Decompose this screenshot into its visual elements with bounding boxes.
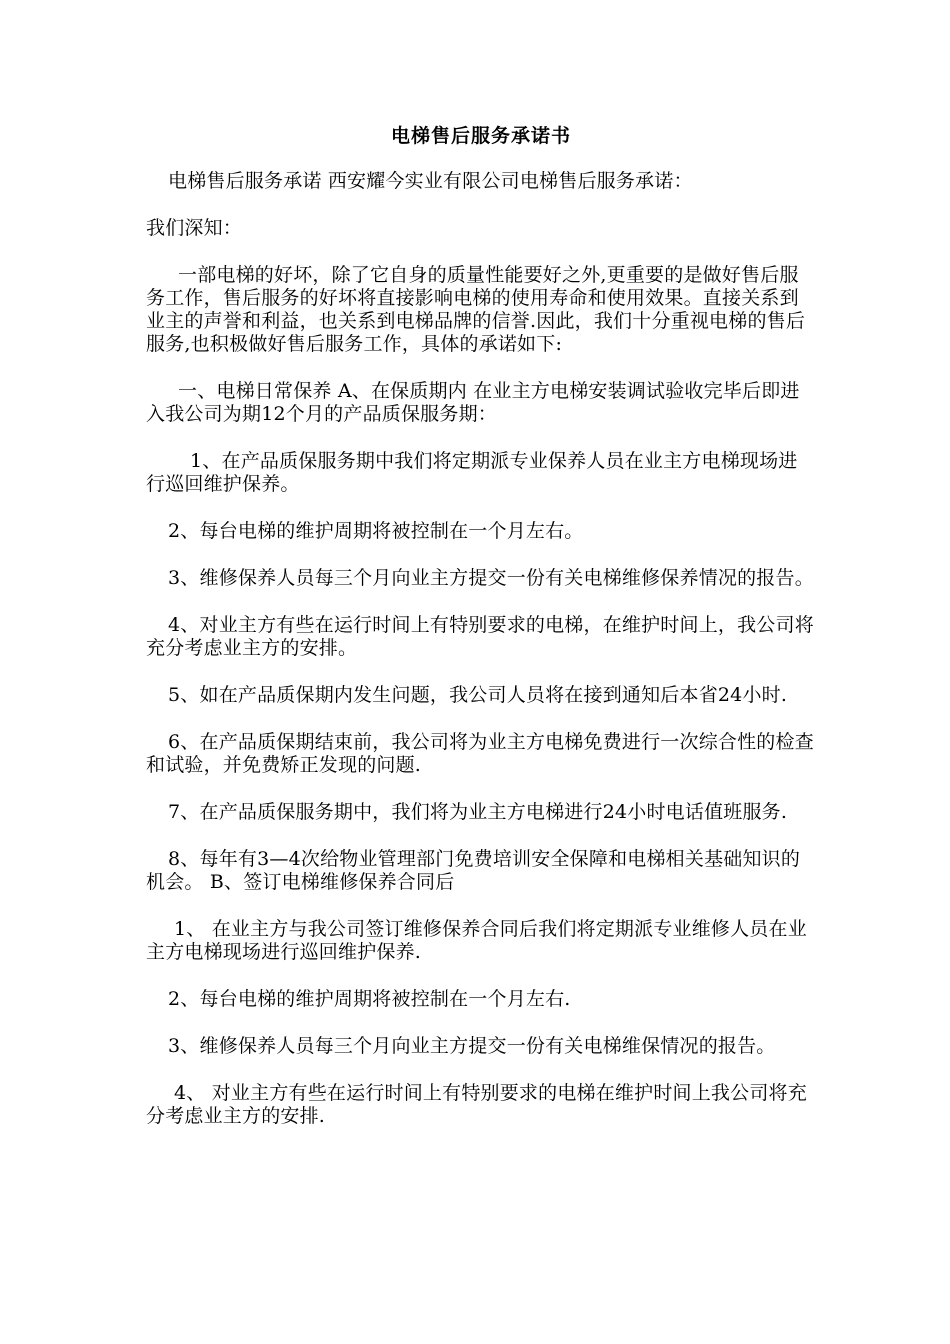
paragraph-a-item-3: 3、维修保养人员每三个月向业主方提交一份有关电梯维修保养情况的报告。 [168,567,814,589]
paragraph-statement: 一部电梯的好坏，除了它自身的质量性能要好之外,更重要的是做好售后服务工作，售后服务的好坏将直接影响电梯的使用寿命和使用效果。直接关系到业主的声誉和利益，也关系到电梯品牌的信誉.因此，我们十分重视电梯的售后服务,也积极做好售后服务工作，具体的承诺如下: [146,264,806,355]
paragraph-intro: 电梯售后服务承诺 西安耀今实业有限公司电梯售后服务承诺： [168,170,693,192]
paragraph-b-item-3: 3、维修保养人员每三个月向业主方提交一份有关电梯维保情况的报告。 [168,1035,776,1057]
document-page [146,122,816,1152]
paragraph-section-a: 一、电梯日常保养 A、在保质期内 在业主方电梯安装调试验收完毕后即进入我公司为期12个月的产品质保服务期： [146,380,800,425]
paragraph-a-item-8: 8、每年有3—4次给物业管理部门免费培训安全保障和电梯相关基础知识的机会。 B、签订电梯维修保养合同后 [146,848,801,893]
document-title: 电梯售后服务承诺书 [390,125,571,147]
paragraph-a-item-6: 6、在产品质保期结束前，我公司将为业主方电梯免费进行一次综合性的检查和试验，并免费矫正发现的问题. [146,731,814,776]
paragraph-b-item-1: 1、 在业主方与我公司签订维修保养合同后我们将定期派专业维修人员在业主方电梯现场进行巡回维护保养. [146,918,807,963]
paragraph-a-item-5: 5、如在产品质保期内发生问题，我公司人员将在接到通知后本省24小时. [168,684,788,706]
paragraph-a-item-2: 2、每台电梯的维护周期将被控制在一个月左右。 [168,520,584,542]
paragraph-a-item-1: 1、在产品质保服务期中我们将定期派专业保养人员在业主方电梯现场进行巡回维护保养。 [146,450,798,495]
paragraph-b-item-4: 4、 对业主方有些在运行时间上有特别要求的电梯在维护时间上我公司将充分考虑业主方的安排. [146,1082,807,1127]
paragraph-we-know: 我们深知： [146,217,243,239]
paragraph-a-item-4: 4、对业主方有些在运行时间上有特别要求的电梯，在维护时间上，我公司将充分考虑业主方的安排。 [146,614,814,659]
paragraph-a-item-7: 7、在产品质保服务期中，我们将为业主方电梯进行24小时电话值班服务. [168,801,788,823]
paragraph-b-item-2: 2、每台电梯的维护周期将被控制在一个月左右. [168,988,571,1010]
